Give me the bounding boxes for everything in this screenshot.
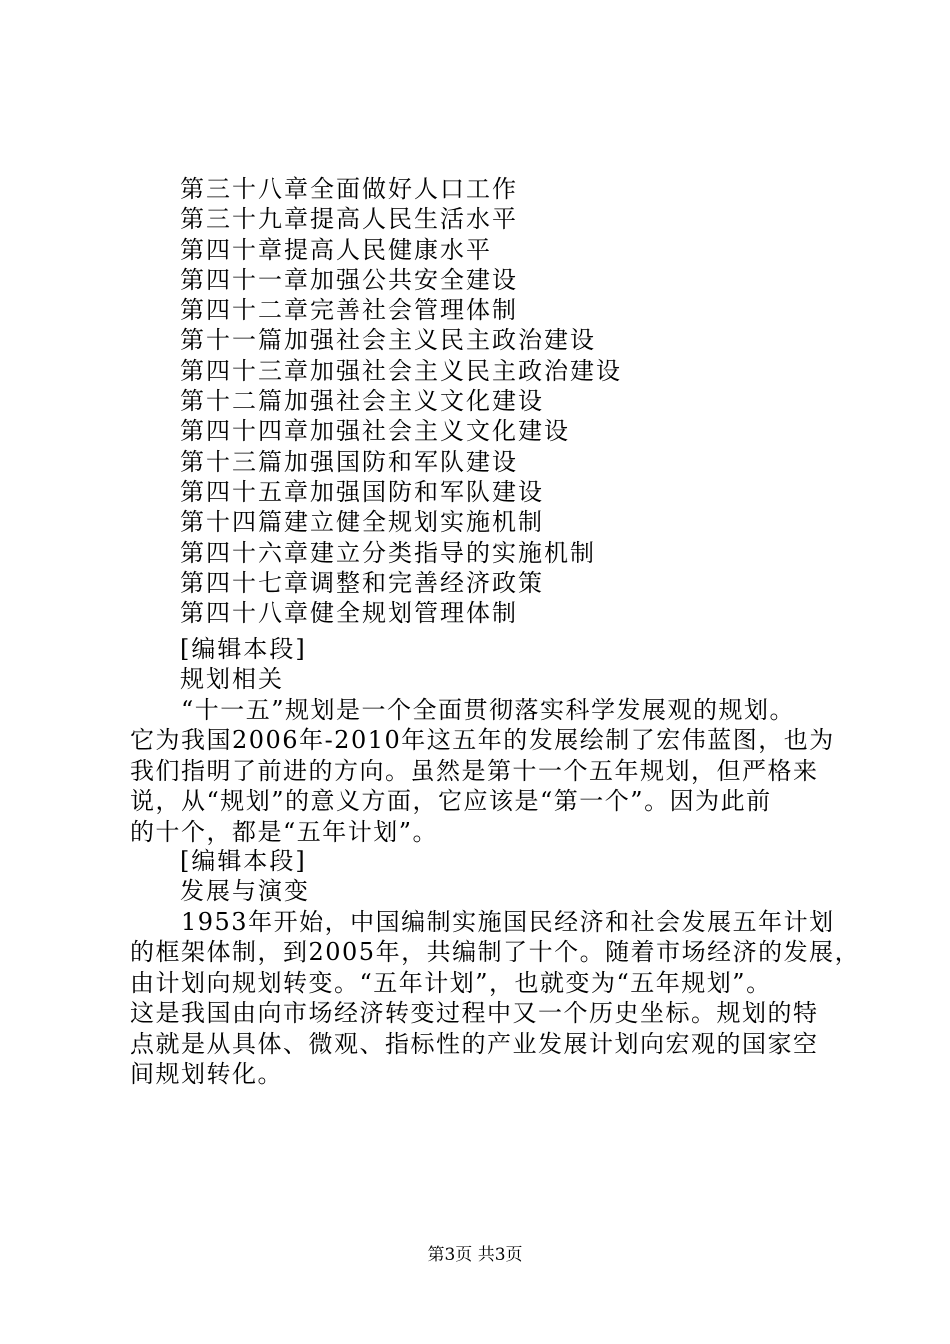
toc-item: 第四十四章加强社会主义文化建设 — [180, 417, 570, 446]
edit-section-link[interactable]: [编辑本段] — [180, 635, 307, 663]
paragraph-line: 我们指明了前进的方向。虽然是第十一个五年规划，但严格来 — [130, 756, 819, 785]
toc-item: 第四十六章建立分类指导的实施机制 — [180, 538, 596, 567]
paragraph-line: 的框架体制，到2005年，共编制了十个。随着市场经济的发展， — [130, 938, 861, 967]
section-title: 规划相关 — [180, 665, 284, 693]
toc-item: 第十四篇建立健全规划实施机制 — [180, 508, 544, 537]
paragraph-line: 由计划向规划转变。“五年计划”，也就变为“五年规划”。 — [130, 968, 772, 997]
page-number-footer: 第3页 共3页 — [427, 1245, 523, 1265]
toc-item: 第四十一章加强公共安全建设 — [180, 265, 518, 294]
toc-item: 第四十八章健全规划管理体制 — [180, 599, 518, 628]
toc-item: 第三十九章提高人民生活水平 — [180, 205, 518, 234]
toc-item: 第四十五章加强国防和军队建设 — [180, 477, 544, 506]
section-title: 发展与演变 — [180, 877, 310, 905]
paragraph-line: 说，从“规划”的意义方面，它应该是“第一个”。因为此前 — [130, 787, 772, 816]
paragraph-line: 它为我国2006年-2010年这五年的发展绘制了宏伟蓝图，也为 — [130, 726, 835, 755]
toc-item: 第十二篇加强社会主义文化建设 — [180, 387, 544, 416]
toc-item: 第四十二章完善社会管理体制 — [180, 296, 518, 325]
toc-item: 第十三篇加强国防和军队建设 — [180, 447, 518, 476]
toc-item: 第四十七章调整和完善经济政策 — [180, 568, 544, 597]
paragraph-line: 点就是从具体、微观、指标性的产业发展计划向宏观的国家空 — [130, 1029, 819, 1058]
toc-item: 第四十三章加强社会主义民主政治建设 — [180, 356, 622, 385]
edit-section-link[interactable]: [编辑本段] — [180, 847, 307, 875]
paragraph-line: 1953年开始，中国编制实施国民经济和社会发展五年计划 — [130, 908, 835, 936]
paragraph — [130, 907, 861, 1089]
paragraph-line: 这是我国由向市场经济转变过程中又一个历史坐标。规划的特 — [130, 999, 819, 1028]
paragraph-line: 的十个，都是“五年计划”。 — [130, 817, 439, 846]
paragraph-line: 间规划转化。 — [130, 1060, 283, 1089]
paragraph — [130, 695, 834, 847]
toc-item: 第十一篇加强社会主义民主政治建设 — [180, 326, 596, 355]
table-of-contents — [180, 174, 622, 628]
toc-item: 第三十八章全面做好人口工作 — [180, 175, 518, 203]
toc-item: 第四十章提高人民健康水平 — [180, 235, 492, 264]
paragraph-line: “十一五”规划是一个全面贯彻落实科学发展观的规划。 — [130, 696, 796, 724]
